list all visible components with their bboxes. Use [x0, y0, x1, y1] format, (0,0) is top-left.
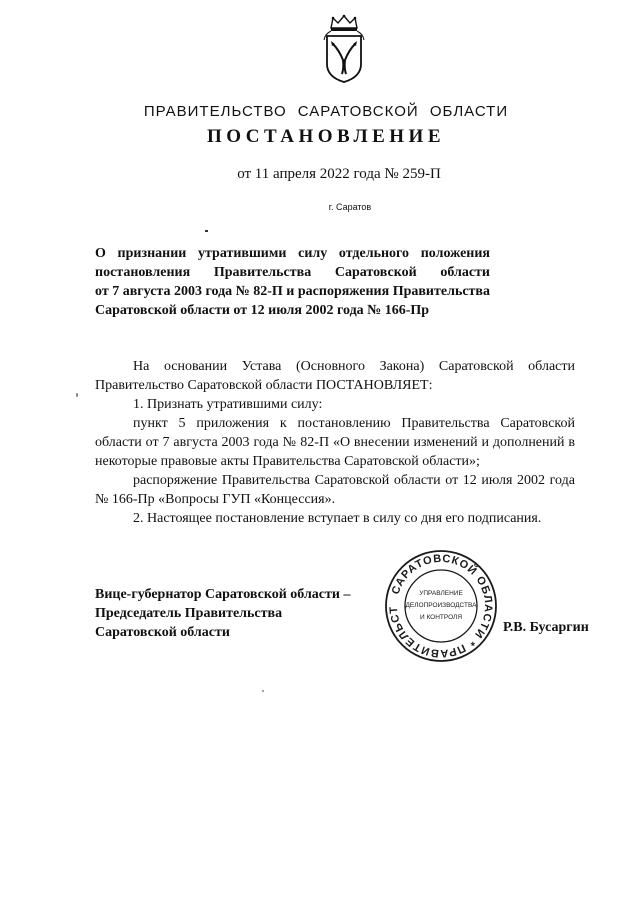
scan-speck: [262, 690, 264, 692]
stamp-inner-line: УПРАВЛЕНИЕ: [419, 590, 463, 597]
signer-position-line: Председатель Правительства: [95, 606, 283, 621]
signer-position-line: Вице-губернатор Саратовской области –: [95, 587, 351, 602]
subject-line: постановления Правительства Саратовской области: [95, 265, 490, 280]
document-type: ПОСТАНОВЛЕНИЕ: [206, 126, 446, 147]
body-paragraph: 1. Признать утратившими силу:: [133, 397, 323, 412]
document-city: г. Саратов: [328, 202, 372, 212]
body-paragraph: На основании Устава (Основного Закона) Саратовской области Правительство Саратовской области ПОСТАНОВЛЯЕТ:: [95, 359, 575, 393]
scan-mark: [205, 230, 208, 232]
document-subject: [95, 244, 490, 320]
subject-line: от 7 августа 2003 года № 82-П и распоряжения Правительства: [95, 284, 490, 299]
official-stamp: [383, 548, 499, 664]
document-date-number: от 11 апреля 2022 года № 259-П: [237, 166, 441, 182]
subject-line: Саратовской области от 12 июля 2002 года № 166-Пр: [95, 303, 430, 318]
body-paragraph: 2. Настоящее постановление вступает в силу со дня его подписания.: [133, 511, 542, 526]
subject-line: О признании утратившими силу отдельного положения: [95, 246, 490, 261]
signer-name: Р.В. Бусаргин: [503, 620, 589, 635]
body-paragraph: распоряжение Правительства Саратовской области от 12 июля 2002 года № 166-Пр «Вопросы ГУП «Концессия».: [95, 473, 575, 507]
government-title: ПРАВИТЕЛЬСТВО САРАТОВСКОЙ ОБЛАСТИ: [143, 103, 509, 120]
signer-position: [95, 585, 350, 642]
scan-speck: [76, 393, 78, 397]
stamp-inner-line: И КОНТРОЛЯ: [419, 614, 463, 621]
body-paragraph: пункт 5 приложения к постановлению Правительства Саратовской области от 7 августа 2003 года № 82-П «О внесении изменений и дополнений в некоторые правовые акты Правительства Саратовской области»;: [95, 416, 575, 469]
coat-of-arms-icon: [321, 14, 367, 84]
signer-position-line: Саратовской области: [95, 625, 230, 640]
stamp-inner-line: ДЕЛОПРОИЗВОДСТВА: [405, 602, 477, 609]
document-body: [95, 357, 575, 528]
stamp-outer-text: САРАТОВСКОЙ ОБЛАСТИ * ПРАВИТЕЛЬСТ: [387, 552, 495, 660]
